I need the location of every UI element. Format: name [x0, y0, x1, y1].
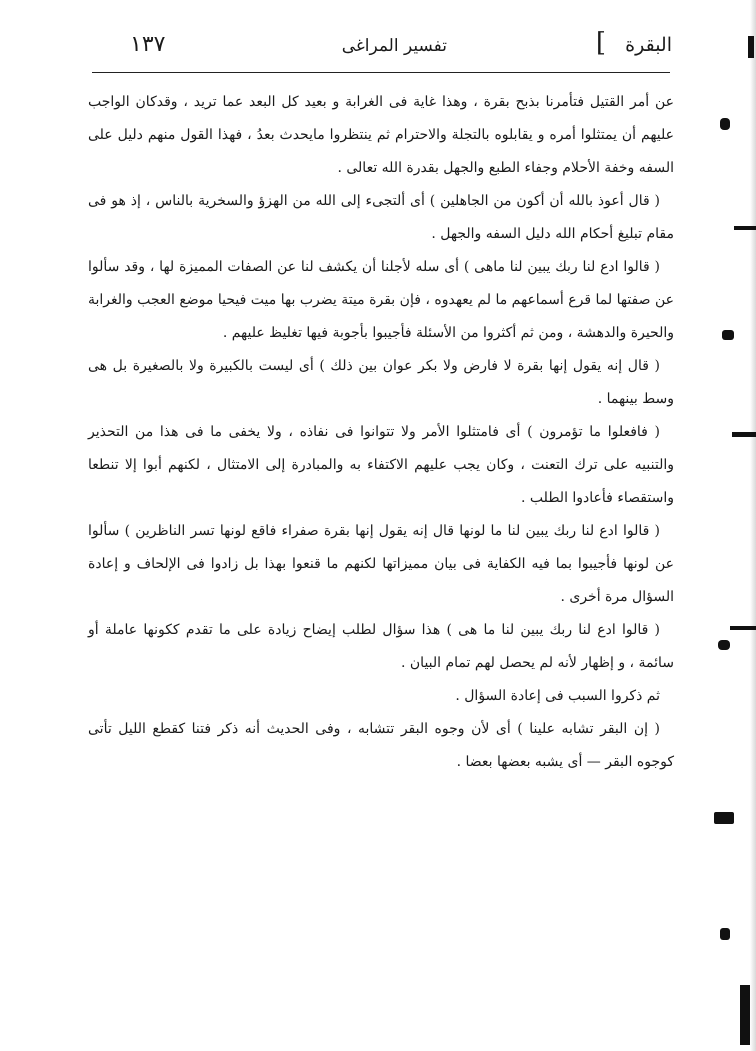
- header-bracket: ]: [595, 28, 606, 58]
- running-header: [92, 30, 672, 70]
- header-rule: [92, 72, 670, 73]
- commentary-text: [88, 86, 674, 779]
- scan-mark: [730, 626, 756, 630]
- paragraph: ( قال أعوذ بالله أن أكون من الجاهلين ) أى ألتجىء إلى الله من الهزؤ والسخرية بالناس ، إذ هو فى مقام تبليغ أحكام الله دليل السفه والجهل .: [88, 193, 674, 242]
- paragraph: ( قال إنه يقول إنها بقرة لا فارض ولا بكر عوان بين ذلك ) أى ليست بالكبيرة ولا بالصغيرة بل هى وسط بينهما .: [88, 358, 674, 407]
- scan-mark: [732, 432, 756, 437]
- scan-mark: [714, 812, 734, 824]
- scan-mark: [748, 36, 754, 58]
- paragraph: عن أمر القتيل فتأمرنا بذبح بقرة ، وهذا غاية فى الغرابة و بعيد كل البعد عما تريد ، وقدكان الواجب عليهم أن يمتثلوا أمره و يقابلوه بالتجلة والاحترام ثم ينتظروا مايحدث بعدُ ، فهذا القول منهم دليل على السفه وخفة الأحلام وجفاء الطبع والجهل بقدرة الله تعالى .: [88, 94, 675, 176]
- surah-name: البقرة: [625, 34, 672, 56]
- paragraph: ( قالوا ادع لنا ربك يبين لنا ما هى ) هذا سؤال لطلب إيضاح زيادة على ما تقدم ككونها عاملة أو سائمة ، و إظهار لأنه لم يحصل لهم تمام البيان .: [88, 622, 674, 671]
- paragraph: ( إن البقر تشابه علينا ) أى لأن وجوه البقر تتشابه ، وفى الحديث أنه ذكر فتنا كقطع الليل تأتى كوجوه البقر — أى يشبه بعضها بعضا .: [88, 721, 674, 770]
- scan-mark: [720, 928, 730, 940]
- page-number: ١٣٧: [130, 32, 166, 57]
- scan-mark: [720, 118, 730, 130]
- scan-mark: [722, 330, 734, 340]
- book-title: تفسير المراغى: [341, 36, 447, 56]
- paragraph: ( فافعلوا ما تؤمرون ) أى فامتثلوا الأمر ولا تتوانوا فى نفاذه ، ولا يخفى ما فى هذا من التحذير والتنبيه على ترك التعنت ، وكان يجب عليهم الاكتفاء به والمبادرة إلى الامتثال ، لكنهم أبوا إلا تنطعا واستقصاء فأعادوا الطلب .: [88, 424, 674, 506]
- scan-mark: [718, 640, 730, 650]
- paragraph: ثم ذكروا السبب فى إعادة السؤال .: [455, 688, 660, 704]
- paragraph: ( قالوا ادع لنا ربك يبين لنا ما لونها قال إنه يقول إنها بقرة صفراء فاقع لونها تسر الناظرين ) سألوا عن لونها فأجيبوا بما فيه الكفاية فى بيان مميزاتها لكنهم ما قنعوا بهذا بل زادوا فى الإلحاف و إعادة السؤال مرة أخرى .: [88, 523, 674, 605]
- scan-mark: [740, 985, 750, 1045]
- scan-mark: [734, 226, 756, 230]
- page-edge-shadow: [750, 0, 756, 1051]
- paragraph: ( قالوا ادع لنا ربك يبين لنا ماهى ) أى سله لأجلنا أن يكشف لنا عن الصفات المميزة لها ، وقد سألوا عن صفتها لما قرع أسماعهم ما لم يعهدوه ، فإن بقرة ميتة يضرب بها ميت فيحيا موضع العجب والغرابة والحيرة والدهشة ، ومن ثم أكثروا من الأسئلة فأجيبوا بأجوبة فيها تغليظ عليهم .: [88, 259, 675, 341]
